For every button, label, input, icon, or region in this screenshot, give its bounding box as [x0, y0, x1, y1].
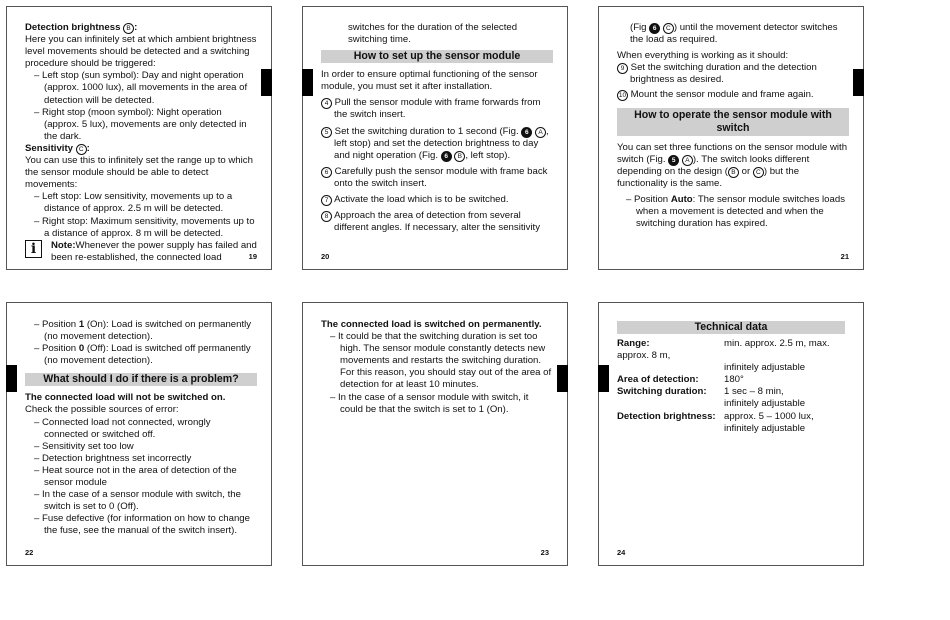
brightness-title: Detection brightness — [25, 22, 121, 33]
step-10 — [617, 89, 849, 101]
tech-value: 1 sec – 8 min, — [724, 386, 784, 398]
page-22-content — [25, 319, 257, 538]
brightness-intro: Here you can infinitely set at which ambient brightness level movements should be detected and a switching procedure should be triggered: — [25, 34, 257, 70]
step-7-text: Activate the load which is to be switched. — [334, 194, 509, 206]
step-10-text: Mount the sensor module and frame again. — [628, 89, 814, 101]
error-item-1: – Connected load not connected, wrongly connected or switched off. — [34, 416, 211, 440]
tech-value: approx. 5 – 1000 lux, — [724, 410, 814, 422]
page-22 — [6, 302, 272, 566]
problem-subheading: The connected load will not be switched on. — [25, 392, 226, 404]
section-heading: What should I do if there is a problem? — [25, 373, 257, 386]
page-23 — [302, 302, 568, 566]
page-19-content — [25, 22, 257, 264]
page-number: 24 — [617, 548, 626, 557]
tech-label: Area of detection: — [617, 374, 699, 386]
cont-b: ) until the movement detector switches the load as required. — [630, 22, 838, 46]
page-tab-marker — [261, 69, 272, 96]
step-7 — [321, 194, 553, 206]
tech-label: Detection brightness: — [617, 410, 716, 422]
figure-6-icon: 6 — [521, 127, 532, 138]
page-number: 20 — [321, 252, 330, 261]
symbol-b-icon: B — [454, 151, 465, 162]
step-9-number: 9 — [617, 63, 628, 74]
symbol-c-icon: C — [76, 144, 87, 155]
symbol-c-icon: C — [753, 167, 764, 178]
tech-row-range — [617, 338, 845, 350]
tech-value: min. approx. 2.5 m, max. — [724, 338, 830, 349]
tech-row-duration — [617, 386, 845, 398]
problem-subheading: The connected load is switched on permanently. — [321, 319, 542, 330]
step-6-text: Carefully push the sensor module with frame back onto the switch insert. — [334, 165, 548, 189]
step-5 — [321, 126, 553, 162]
symbol-b-icon: B — [123, 23, 134, 34]
step-9 — [617, 62, 849, 86]
section-paragraph — [617, 142, 849, 190]
brightness-colon: : — [134, 22, 138, 33]
page-21 — [598, 6, 864, 270]
continued-text — [617, 22, 849, 46]
brightness-item-1: – Left stop (sun symbol): Day and night operation (approx. 1000 lux), all movements in the area of detection will be detected. — [34, 70, 248, 106]
position-0 — [25, 343, 257, 367]
step-6 — [321, 166, 553, 190]
page-21-content — [617, 22, 849, 230]
page-number: 23 — [540, 548, 549, 557]
step-9-text: Set the switching duration and the detection brightness as desired. — [630, 62, 817, 86]
symbol-a-icon: A — [682, 155, 693, 166]
continued-text: switches for the duration of the selected switching time. — [348, 22, 518, 46]
page-tab-marker — [598, 365, 609, 392]
section-heading: How to operate the sensor module with switch — [617, 108, 849, 136]
cause-item-2: – In the case of a sensor module with switch, it could be that the switch is set to 1 (On). — [330, 391, 529, 415]
section-heading: How to set up the sensor module — [321, 50, 553, 63]
pos1-text: (On): Load is switched on permanently (no movement detection). — [44, 319, 252, 343]
tech-label: Switching duration: — [617, 386, 707, 398]
sensitivity-colon: : — [86, 142, 90, 154]
check-text: Check the possible sources of error: — [25, 404, 179, 416]
pos1-bold: 1 — [78, 319, 85, 330]
section-heading: Technical data — [617, 321, 845, 334]
step-4-text: Pull the sensor module with frame forwards from the switch insert. — [334, 97, 541, 121]
figure-6-icon: 6 — [441, 151, 452, 162]
step-5-text-c: , left stop). — [465, 149, 511, 161]
info-icon: i — [25, 240, 42, 258]
error-item-4: – Heat source not in the area of detection of the sensor module — [34, 464, 237, 489]
sensitivity-item-2: – Right stop: Maximum sensitivity, movements up to a distance of approx. 8 m will be detected. — [34, 215, 255, 239]
symbol-b-icon: B — [728, 167, 739, 178]
page-24 — [598, 302, 864, 566]
tech-label: Range: — [617, 338, 650, 349]
tech-value-cont: infinitely adjustable — [724, 422, 806, 434]
brightness-title-line — [25, 22, 257, 34]
note-text: Whenever the power supply has failed and been re-established, the connected load — [51, 239, 257, 263]
page-19 — [6, 6, 272, 270]
page-tab-marker — [557, 365, 568, 392]
sensitivity-intro: You can use this to infinitely set the range up to which the sensor module should be able to detect movements: — [25, 155, 253, 191]
error-item-5: – In the case of a sensor module with switch, the switch is set to 0 (Off). — [34, 489, 241, 513]
auto-prefix: – Position — [626, 193, 671, 205]
position-1 — [25, 319, 257, 343]
sensitivity-title: Sensitivity — [25, 142, 73, 154]
symbol-a-icon: A — [535, 127, 546, 138]
page-tab-marker — [302, 69, 313, 96]
position-auto — [617, 194, 849, 230]
para-a: You can set three functions on the sensor module with switch (Fig. — [617, 141, 848, 165]
symbol-c-icon: C — [663, 23, 674, 34]
page-tab-marker — [6, 365, 17, 392]
cont-a: (Fig — [630, 22, 650, 33]
step-8 — [321, 210, 553, 234]
page-23-content — [321, 319, 553, 416]
figure-6-icon: 6 — [649, 23, 660, 34]
tech-value: 180° — [724, 374, 744, 386]
tech-row-brightness — [617, 411, 845, 423]
step-5-text-a: Set the switching duration to 1 second (Fig. — [334, 125, 522, 137]
note-block — [25, 240, 257, 264]
step-5-text-b: , left stop) and set the detection brightness to day and night operation (Fig. — [334, 125, 549, 161]
step-5-number: 5 — [321, 127, 332, 138]
auto-bold: Auto — [670, 193, 693, 205]
step-4-number: 4 — [321, 98, 332, 109]
page-20-content — [321, 22, 553, 238]
page-number: 21 — [840, 252, 849, 261]
tech-value-cont: infinitely adjustable — [724, 398, 806, 410]
sensitivity-title-line — [25, 143, 257, 155]
cause-item-1: – It could be that the switching duration is set too high. The sensor module constantly detects new movements and restarts the switching duration. For this reason, you should stay out of the area of detection for at least 10 minutes. — [330, 331, 552, 391]
step-10-number: 10 — [618, 92, 627, 100]
note-label: Note: — [51, 239, 76, 251]
step-4 — [321, 97, 553, 121]
para-b: ). The switch looks different depending on the design ( — [617, 153, 810, 177]
step-8-text: Approach the area of detection from several different angles. If necessary, alter the sensitivity — [334, 210, 541, 234]
error-item-2: – Sensitivity set too low — [34, 440, 134, 452]
figure-5-icon: 5 — [668, 155, 679, 166]
error-item-6: – Fuse defective (for information on how to change the fuse, see the manual of the switch insert). — [34, 513, 250, 537]
para-c: ) but the functionality is the same. — [617, 165, 800, 189]
pos1-prefix: – Position — [34, 319, 79, 330]
working-text: When everything is working as it should: — [617, 50, 789, 62]
para-or: or — [738, 165, 753, 177]
error-item-3: – Detection brightness set incorrectly — [34, 452, 192, 464]
auto-text: : The sensor module switches loads when a movement is detected and when the switching duration has expired. — [636, 193, 845, 230]
page-24-content — [617, 321, 845, 435]
section-intro: In order to ensure optimal functioning of the sensor module, you must set it after installation. — [321, 69, 538, 93]
page-tab-marker — [853, 69, 864, 96]
tech-value-cont: infinitely adjustable — [724, 362, 806, 374]
page-20 — [302, 6, 568, 270]
tech-value-cont: approx. 8 m, — [617, 350, 671, 362]
step-8-number: 8 — [321, 211, 332, 222]
page-number: 22 — [25, 548, 34, 557]
tech-row-area — [617, 374, 845, 386]
step-7-number: 7 — [321, 195, 332, 206]
brightness-item-2: – Right stop (moon symbol): Night operation (approx. 5 lux), movements are only detected in the dark. — [34, 106, 247, 142]
step-6-number: 6 — [321, 167, 332, 178]
pos0-text: (Off): Load is switched off permanently (no movement detection). — [44, 343, 251, 367]
pos0-prefix: – Position — [34, 343, 79, 355]
sensitivity-item-1: – Left stop: Low sensitivity, movements up to a distance of approx. 2.5 m will be detected. — [34, 191, 233, 215]
page-number: 19 — [248, 252, 257, 261]
pos0-bold: 0 — [78, 343, 85, 355]
